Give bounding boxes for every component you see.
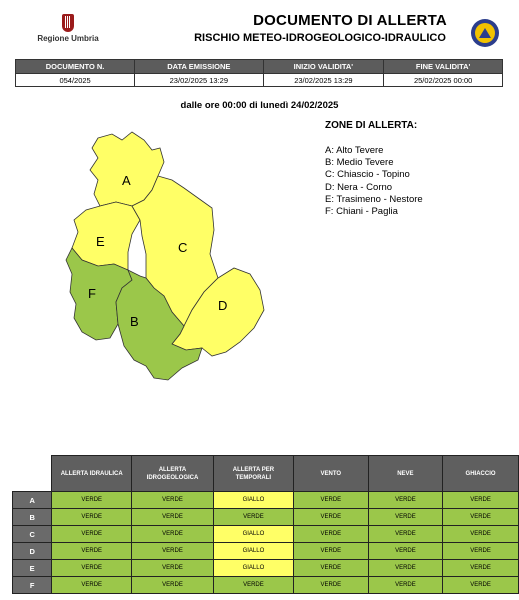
- alert-level-cell: VERDE: [293, 492, 368, 509]
- document-subtitle: RISCHIO METEO-IDROGEOLOGICO-IDRAULICO: [194, 32, 446, 44]
- zone-label-a: A: [122, 173, 131, 188]
- alert-level-cell: VERDE: [52, 543, 132, 560]
- alert-level-cell: VERDE: [132, 543, 214, 560]
- alert-level-cell: VERDE: [443, 492, 519, 509]
- document-title: DOCUMENTO DI ALLERTA: [253, 12, 447, 29]
- legend-item: F: Chiani - Paglia: [325, 206, 398, 218]
- col-header-idrogeologica: ALLERTA IDROGEOLOGICA: [132, 456, 214, 492]
- alert-level-cell: VERDE: [368, 577, 442, 594]
- zone-row-label: A: [13, 492, 52, 509]
- table-corner: [13, 456, 52, 492]
- col-header-vento: VENTO: [293, 456, 368, 492]
- alert-level-cell: VERDE: [443, 560, 519, 577]
- alert-level-cell: VERDE: [293, 509, 368, 526]
- alert-level-cell: GIALLO: [213, 526, 293, 543]
- region-name: Regione Umbria: [37, 34, 99, 43]
- info-header: FINE VALIDITA': [384, 60, 503, 74]
- legend-item: C: Chiascio - Topino: [325, 169, 410, 181]
- info-header: INIZIO VALIDITA': [263, 60, 384, 74]
- legend-list: [325, 145, 423, 218]
- zone-label-e: E: [96, 234, 105, 249]
- umbria-map-svg: [60, 128, 310, 386]
- alert-level-cell: VERDE: [52, 560, 132, 577]
- table-row: [13, 509, 519, 526]
- validity-end: 25/02/2025 00:00: [384, 74, 503, 87]
- alert-level-cell: GIALLO: [213, 543, 293, 560]
- regione-umbria-logo: [33, 14, 103, 50]
- alert-level-cell: VERDE: [293, 577, 368, 594]
- alert-level-cell: VERDE: [443, 509, 519, 526]
- alert-level-cell: VERDE: [52, 509, 132, 526]
- alert-level-cell: VERDE: [443, 577, 519, 594]
- alert-level-cell: VERDE: [132, 509, 214, 526]
- zone-label-b: B: [130, 314, 139, 329]
- legend-item: B: Medio Tevere: [325, 157, 394, 169]
- alert-level-cell: VERDE: [293, 526, 368, 543]
- validity-start: 23/02/2025 13:29: [263, 74, 384, 87]
- col-header-temporali: ALLERTA PER TEMPORALI: [213, 456, 293, 492]
- alert-level-cell: VERDE: [132, 526, 214, 543]
- table-row: [13, 577, 519, 594]
- table-row: [13, 492, 519, 509]
- alert-level-cell: VERDE: [368, 543, 442, 560]
- emission-date: 23/02/2025 13:29: [135, 74, 263, 87]
- alert-level-cell: VERDE: [132, 560, 214, 577]
- alert-level-cell: GIALLO: [213, 560, 293, 577]
- document-info-table: [15, 59, 503, 87]
- alert-level-cell: VERDE: [52, 492, 132, 509]
- alert-level-cell: VERDE: [443, 526, 519, 543]
- legend-item: E: Trasimeno - Nestore: [325, 193, 423, 205]
- info-header: DOCUMENTO N.: [16, 60, 135, 74]
- alert-level-cell: VERDE: [368, 509, 442, 526]
- col-header-idraulica: ALLERTA IDRAULICA: [52, 456, 132, 492]
- zone-row-label: D: [13, 543, 52, 560]
- alert-level-cell: GIALLO: [213, 492, 293, 509]
- legend-title: ZONE DI ALLERTA:: [325, 120, 418, 131]
- alert-level-cell: VERDE: [293, 560, 368, 577]
- zone-row-label: B: [13, 509, 52, 526]
- info-header: DATA EMISSIONE: [135, 60, 263, 74]
- table-row: [13, 560, 519, 577]
- alert-level-cell: VERDE: [52, 577, 132, 594]
- zone-label-d: D: [218, 298, 228, 313]
- alert-level-cell: VERDE: [293, 543, 368, 560]
- protezione-civile-logo-icon: [471, 19, 499, 47]
- legend-item: A: Alto Tevere: [325, 145, 384, 156]
- alert-level-cell: VERDE: [132, 492, 214, 509]
- table-row: [13, 543, 519, 560]
- document-number: 054/2025: [16, 74, 135, 87]
- alert-level-cell: VERDE: [132, 577, 214, 594]
- alert-level-cell: VERDE: [52, 526, 132, 543]
- zone-row-label: F: [13, 577, 52, 594]
- alert-level-cell: VERDE: [368, 526, 442, 543]
- alert-level-cell: VERDE: [443, 543, 519, 560]
- alert-level-cell: VERDE: [213, 577, 293, 594]
- col-header-ghiaccio: GHIACCIO: [443, 456, 519, 492]
- alert-level-cell: VERDE: [213, 509, 293, 526]
- alert-zones-map: [60, 128, 310, 386]
- zone-row-label: E: [13, 560, 52, 577]
- alert-level-cell: VERDE: [368, 492, 442, 509]
- regione-crest-icon: [62, 14, 74, 32]
- table-row: [13, 526, 519, 543]
- zone-row-label: C: [13, 526, 52, 543]
- alert-level-cell: VERDE: [368, 560, 442, 577]
- alert-levels-table: [12, 455, 519, 594]
- legend-item: D: Nera - Corno: [325, 181, 393, 193]
- zone-label-f: F: [88, 286, 96, 301]
- col-header-neve: NEVE: [368, 456, 442, 492]
- zone-label-c: C: [178, 240, 188, 255]
- validity-period: dalle ore 00:00 di lunedì 24/02/2025: [180, 100, 339, 111]
